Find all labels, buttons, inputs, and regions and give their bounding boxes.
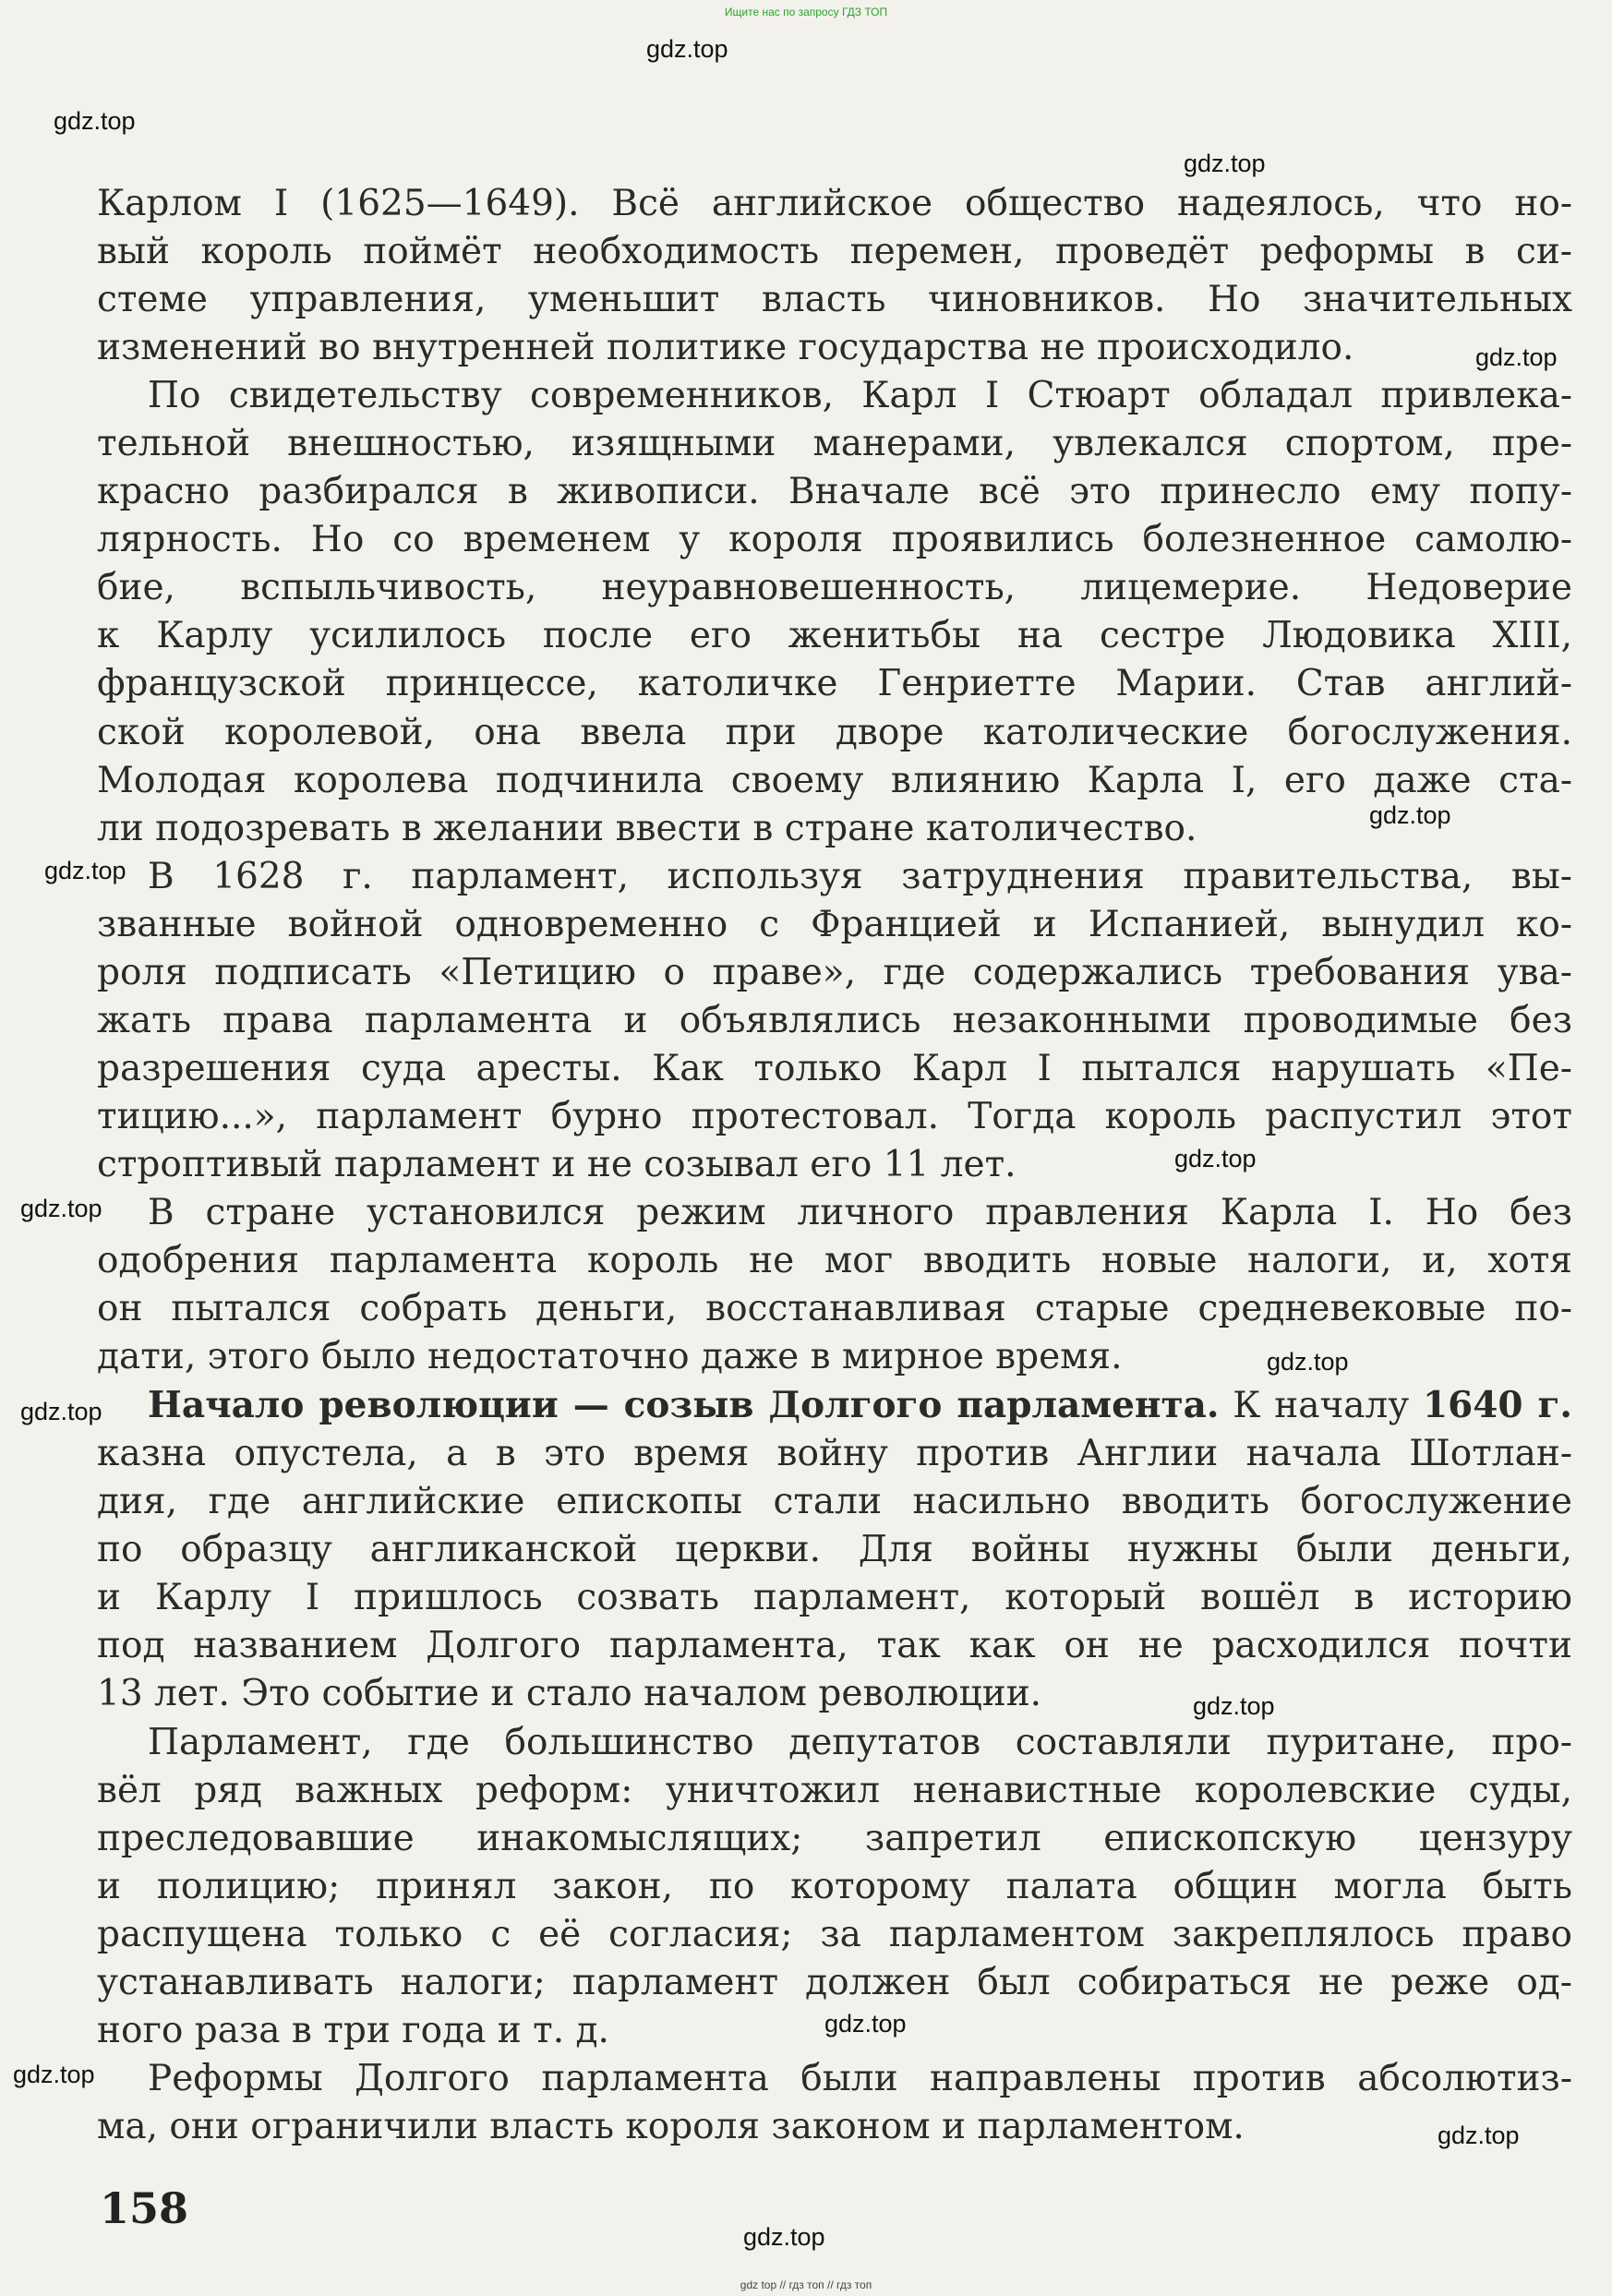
heading-lead-year: 1640 г. — [1423, 1384, 1572, 1427]
text-line: одобрения парламента король не мог вводить новые налоги, и, хотя — [97, 1240, 1572, 1282]
text-line: французской принцессе, католичке Генриетте Марии. Став англий- — [97, 663, 1572, 705]
text-line: по образцу англиканской церкви. Для войны нужны были деньги, — [97, 1529, 1572, 1571]
text-line: красно разбирался в живописи. Вначале всё это принесло ему попу- — [97, 471, 1572, 513]
paragraph-6 — [97, 1719, 1572, 2055]
text-line: Карлом I (1625—1649). Всё английское общество надеялось, что но- — [97, 183, 1572, 224]
text-line: и Карлу I пришлось созвать парламент, который вошёл в историю — [97, 1577, 1572, 1619]
text-line: вый король поймёт необходимость перемен, проведёт реформы в си- — [97, 231, 1572, 273]
text-line: дия, где английские епископы стали насильно вводить богослужение — [97, 1481, 1572, 1523]
paragraph-3 — [97, 853, 1572, 1189]
text-line: и полицию; принял закон, по которому палата общин могла быть — [97, 1865, 1572, 1907]
page-number: 158 — [100, 2183, 189, 2233]
text-line: званные войной одновременно с Францией и Испанией, вынудил ко- — [97, 903, 1572, 945]
heading-lead-text: К началу — [1219, 1385, 1424, 1427]
watermark: gdz.top — [20, 1195, 102, 1222]
watermark: gdz.top — [1193, 1692, 1275, 1720]
watermark: gdz.top — [54, 107, 136, 135]
text-line: строптивый парламент и не созывал его 11 лет. — [97, 1143, 1017, 1185]
text-line: казна опустела, а в это время войну против Англии начала Шотлан- — [97, 1433, 1572, 1475]
text-line: Молодая королева подчинила своему влиянию Карла I, его даже ста- — [97, 759, 1572, 801]
text-line: преследовавшие инакомыслящих; запретил епископскую цензуру — [97, 1817, 1572, 1859]
watermark: gdz.top — [646, 35, 728, 63]
search-banner: Ищите нас по запросу ГДЗ ТОП — [724, 6, 888, 18]
text-line: он пытался собрать деньги, восстанавливая старые средневековые по- — [97, 1288, 1572, 1330]
text-line: В 1628 г. парламент, используя затруднения правительства, вы- — [148, 855, 1572, 897]
paragraph-2 — [97, 372, 1572, 852]
text-line: 13 лет. Это событие и стало началом революции. — [97, 1673, 1042, 1715]
text-line: к Карлу усилилось после его женитьбы на сестре Людовика XIII, — [97, 615, 1572, 657]
text-line: под названием Долгого парламента, так как он не расходился почти — [97, 1625, 1572, 1667]
text-line: ли подозревать в желании ввести в стране католичество. — [97, 807, 1197, 849]
section-heading: Начало революции — созыв Долгого парламента. — [148, 1384, 1220, 1427]
text-line: тельной внешностью, изящными манерами, увлекался спортом, пре- — [97, 423, 1572, 465]
text-line: Реформы Долгого парламента были направлены против абсолютиз- — [148, 2057, 1572, 2099]
text-line: лярность. Но со временем у короля проявились болезненное самолю- — [97, 519, 1572, 561]
text-line: роля подписать «Петицию о праве», где содержались требования ува- — [97, 951, 1572, 993]
watermark: gdz.top — [1174, 1145, 1257, 1172]
watermark: gdz.top — [1475, 343, 1558, 371]
footer-banner: gdz top // гдз топ // гдз топ — [740, 2278, 872, 2291]
text-line: бие, вспыльчивость, неуравновешенность, лицемерие. Недоверие — [97, 567, 1572, 609]
watermark: gdz.top — [824, 2010, 907, 2038]
text-line: жать права парламента и объявлялись незаконными проводимые без — [97, 999, 1572, 1041]
text-line: Парламент, где большинство депутатов составляли пуритане, про- — [148, 1721, 1572, 1763]
text-line: вёл ряд важных реформ: уничтожил ненавистные королевские суды, — [97, 1769, 1572, 1811]
text-line: тицию...», парламент бурно протестовал. Тогда король распустил этот — [97, 1095, 1572, 1137]
text-line: ской королевой, она ввела при дворе католические богослужения. — [97, 711, 1572, 753]
text-line: разрешения суда аресты. Как только Карл I пытался нарушать «Пе- — [97, 1047, 1572, 1089]
watermark: gdz.top — [1184, 150, 1266, 177]
text-line: ма, они ограничили власть короля законом и парламентом. — [97, 2105, 1245, 2147]
watermark: gdz.top — [743, 2223, 825, 2251]
text-line: ного раза в три года и т. д. — [97, 2009, 609, 2051]
watermark: gdz.top — [1369, 801, 1451, 829]
text-line: устанавливать налоги; парламент должен был собираться не реже од- — [97, 1961, 1572, 2003]
text-line: По свидетельству современников, Карл I Стюарт обладал привлека- — [148, 375, 1572, 417]
text-line — [97, 1381, 1572, 1430]
paragraph-1 — [97, 180, 1572, 372]
text-line: стеме управления, уменьшит власть чиновников. Но значительных — [97, 279, 1572, 321]
watermark: gdz.top — [1438, 2122, 1520, 2149]
paragraph-5 — [97, 1381, 1572, 1718]
textbook-body — [97, 180, 1572, 2151]
paragraph-4 — [97, 1189, 1572, 1381]
text-line: В стране установился режим личного правления Карла I. Но без — [148, 1191, 1572, 1233]
watermark: gdz.top — [44, 857, 126, 884]
text-line: дати, этого было недостаточно даже в мирное время. — [97, 1336, 1123, 1378]
watermark: gdz.top — [20, 1398, 102, 1425]
text-line: распущена только с её согласия; за парламентом закреплялось право — [97, 1913, 1572, 1955]
watermark: gdz.top — [13, 2061, 95, 2088]
watermark: gdz.top — [1267, 1348, 1349, 1376]
text-line: изменений во внутренней политике государства не происходило. — [97, 327, 1354, 369]
paragraph-7 — [97, 2055, 1572, 2151]
